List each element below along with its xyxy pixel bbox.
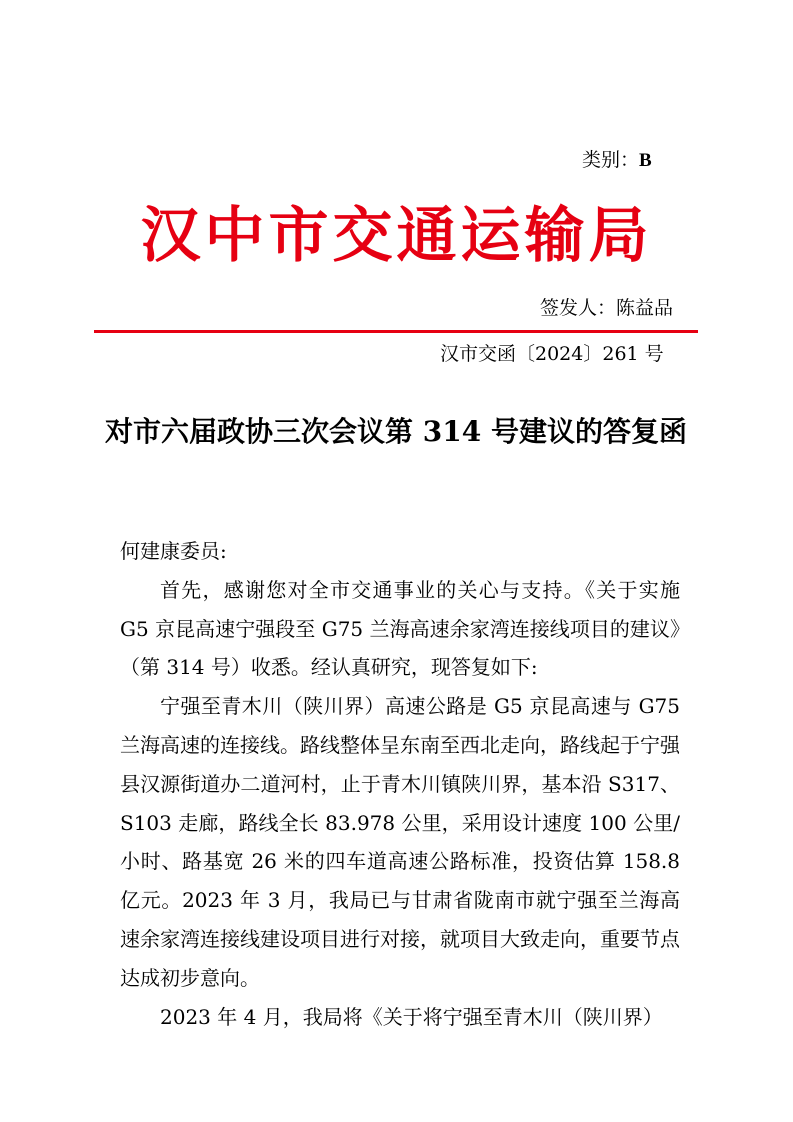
body-paragraph: 宁强至青木川（陕川界）高速公路是 G5 京昆高速与 G75 兰海高速的连接线。路线整体呈东南至西北走向，路线起于宁强县汉源街道办二道河村，止于青木川镇陕川界，基本沿 S317、S103 走廊，路线全长 83.978 公里，采用设计速度 100 公里/小时、路基宽 26 米的四车道高速公路标准，投资估算 158.8 亿元。2023 年 3 月，我局已与甘肃省陇南市就宁强至兰海高速余家湾连接线建设项目进行对接，就项目大致走向，重要节点达成初步意向。 — [120, 694, 680, 990]
body-paragraph: 2023 年 4 月，我局将《关于将宁强至青木川（陕川界） — [160, 1004, 663, 1029]
document-body — [120, 532, 680, 1036]
document-title: 对市六届政协三次会议第 314 号建议的答复函 — [105, 415, 687, 448]
signer: 签发人：陈益品 — [540, 297, 674, 319]
letterhead-red-divider — [94, 330, 698, 333]
salutation: 何建康委员: — [120, 539, 227, 563]
document-number: 汉市交函〔2024〕261 号 — [440, 343, 664, 365]
category-label: 类别： — [582, 149, 640, 171]
category-value: B — [639, 150, 652, 171]
agency-letterhead-title: 汉中市交通运输局 — [140, 201, 653, 271]
body-paragraph: 首先，感谢您对全市交通事业的关心与支持。《关于实施 G5 京昆高速宁强段至 G75 兰海高速余家湾连接线项目的建议》（第 314 号）收悉。经认真研究，现答复如下: — [120, 577, 680, 680]
document-category — [582, 148, 652, 173]
